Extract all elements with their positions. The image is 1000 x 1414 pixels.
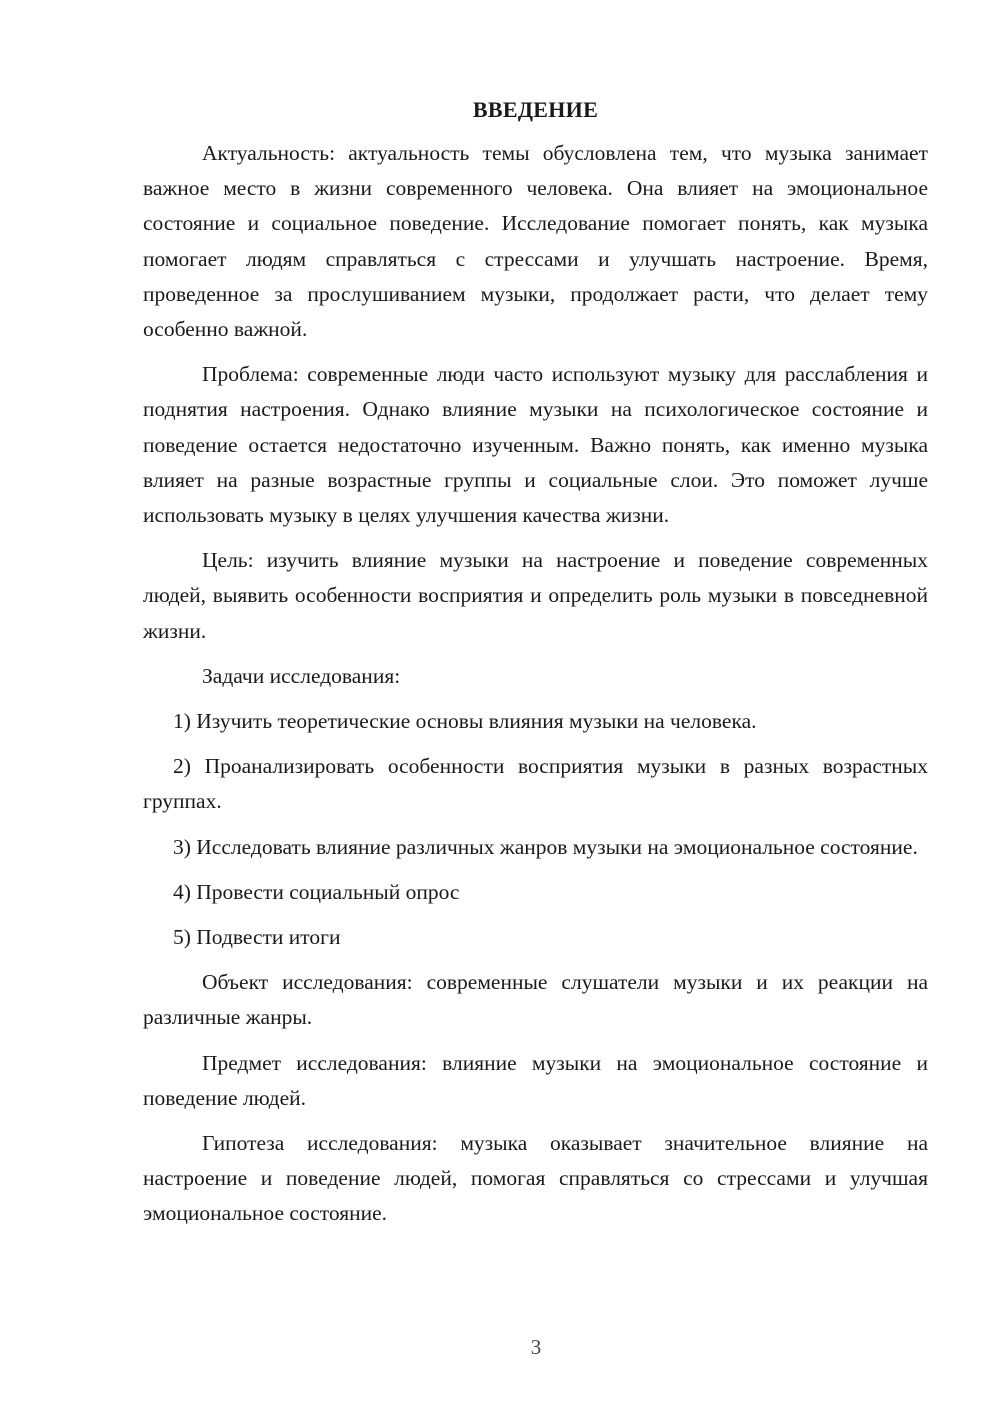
task-item: 4) Провести социальный опрос xyxy=(173,879,460,904)
paragraph-relevance: Актуальность: актуальность темы обусловлена тем, что музыка занимает важное место в жизни современного человека. Она влияет на эмоциональное состояние и социальное поведение. Исследование помогает понять, как музыка помогает людям справляться с стрессами и улучшать настроение. Время, проведенное за прослушиванием музыки, продолжает расти, что делает тему особенно важной. xyxy=(143,141,928,342)
tasks-heading: Задачи исследования: xyxy=(202,663,401,688)
paragraph-goal: Цель: изучить влияние музыки на настроение и поведение современных людей, выявить особенности восприятия и определить роль музыки в повседневной жизни. xyxy=(143,548,928,643)
paragraph-problem: Проблема: современные люди часто используют музыку для расслабления и поднятия настроения. Однако влияние музыки на психологическое состояние и поведение остается недостаточно изученным. Важно понять, как именно музыка влияет на разные возрастные группы и социальные слои. Это поможет лучше использовать музыку в целях улучшения качества жизни. xyxy=(143,362,928,528)
page-content xyxy=(143,92,928,1242)
task-item: 3) Исследовать влияние различных жанров музыки на эмоциональное состояние. xyxy=(173,834,918,859)
paragraph-hypothesis: Гипотеза исследования: музыка оказывает значительное влияние на настроение и поведение людей, помогая справляться со стрессами и улучшая эмоциональное состояние. xyxy=(143,1131,928,1226)
task-item: 5) Подвести итоги xyxy=(173,925,341,950)
paragraph-subject: Предмет исследования: влияние музыки на эмоциональное состояние и поведение людей. xyxy=(143,1050,928,1110)
paragraph-object: Объект исследования: современные слушатели музыки и их реакции на различные жанры. xyxy=(143,970,928,1030)
task-item: 2) Проанализировать особенности восприятия музыки в разных возрастных группах. xyxy=(143,754,928,814)
task-item: 1) Изучить теоретические основы влияния музыки на человека. xyxy=(173,709,757,734)
section-heading: ВВЕДЕНИЕ xyxy=(472,97,599,122)
page-number: 3 xyxy=(530,1335,542,1359)
